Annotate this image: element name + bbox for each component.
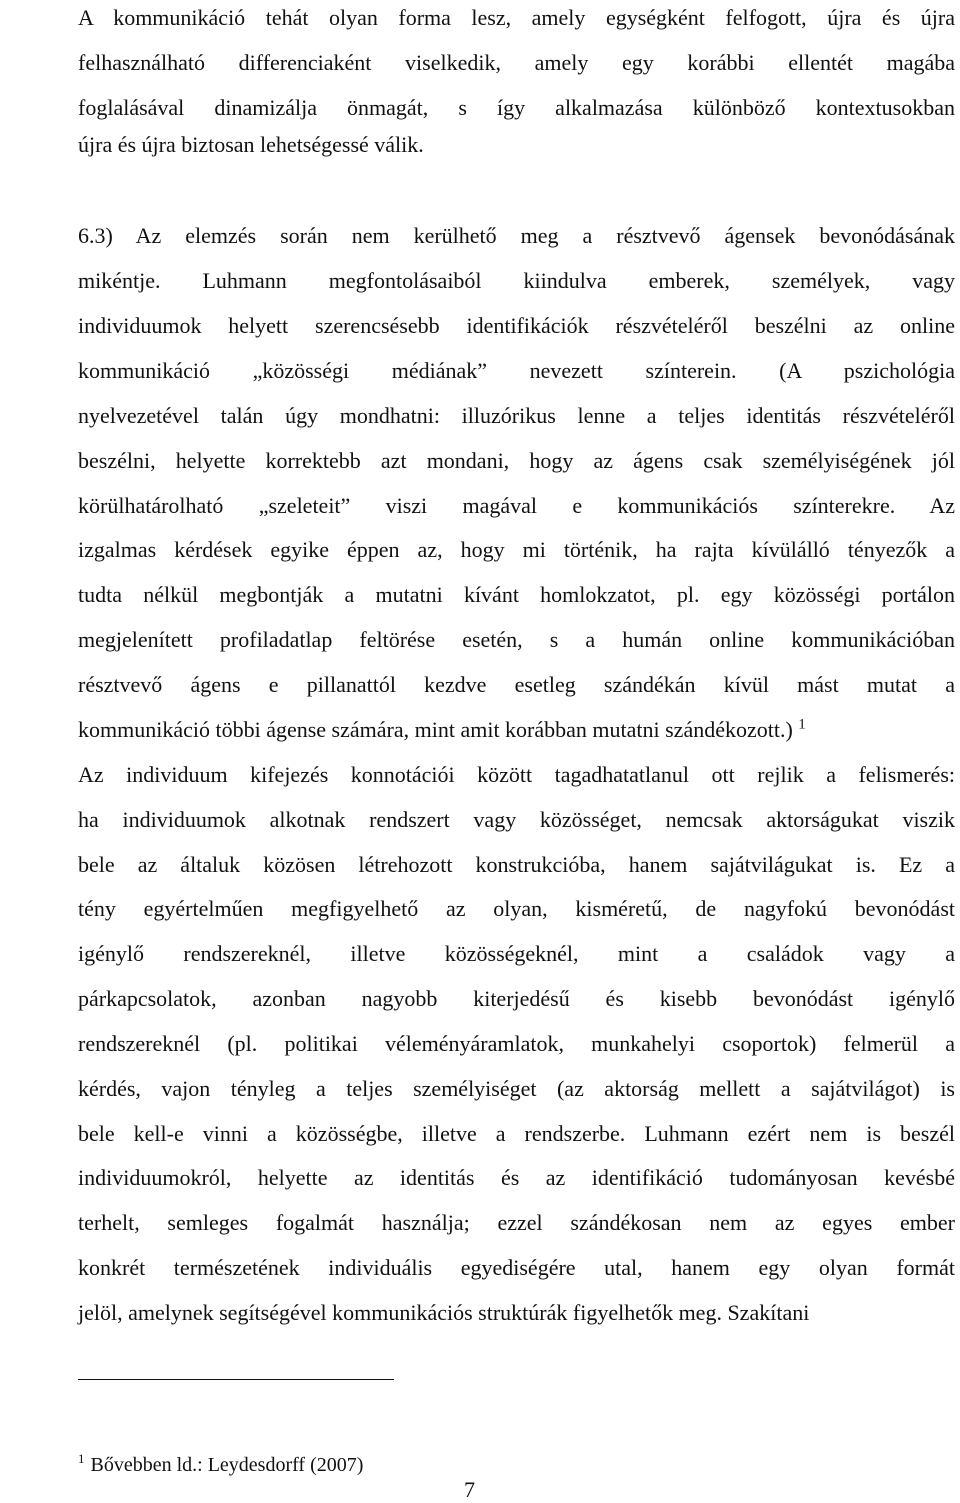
text-line-content: bele az általuk közösen létrehozott konstrukcióba, hanem sajátvilágukat is. Ez a bbox=[78, 852, 955, 877]
text-line-content: kérdés, vajon tényleg a teljes személyiséget (az aktorság mellett a sajátvilágot) is bbox=[78, 1076, 955, 1101]
text-line-content: kommunikáció „közösségi médiának” nevezett színterein. (A pszichológia bbox=[78, 358, 955, 383]
text-line-content: résztvevő ágens e pillanattól kezdve esetleg szándékán kívül mást mutat a bbox=[78, 672, 955, 697]
text-line bbox=[78, 1116, 955, 1152]
text-line bbox=[78, 1026, 955, 1062]
text-line bbox=[78, 532, 955, 568]
text-line-content: individuumok helyett szerencsésebb identifikációk részvételéről beszélni az online bbox=[78, 313, 955, 338]
text-line bbox=[78, 1071, 955, 1107]
text-line-content: beszélni, helyette korrektebb azt mondani, hogy az ágens csak személyiségének jól bbox=[78, 448, 955, 473]
text-line-content: ha individuumok alkotnak rendszert vagy közösséget, nemcsak aktorságukat viszik bbox=[78, 807, 955, 832]
text-line bbox=[78, 308, 955, 344]
text-line-content: izgalmas kérdések egyike éppen az, hogy mi történik, ha rajta kívülálló tényezők a bbox=[78, 537, 955, 562]
text-line bbox=[78, 891, 955, 927]
text-line bbox=[78, 577, 955, 613]
text-line-content: foglalásával dinamizálja önmagát, s így alkalmazása különböző kontextusokban bbox=[78, 95, 955, 120]
text-line-content: felhasználható differenciaként viselkedik, amely egy korábbi ellentét magába bbox=[78, 50, 955, 75]
text-line-content: 6.3) Az elemzés során nem kerülhető meg a résztvevő ágensek bevonódásának bbox=[78, 223, 955, 248]
footnote bbox=[78, 1452, 363, 1478]
text-line bbox=[78, 353, 955, 389]
text-line bbox=[78, 802, 955, 838]
text-line bbox=[78, 1160, 955, 1196]
text-line-content: jelöl, amelynek segítségével kommunikációs struktúrák figyelhetők meg. Szakítani bbox=[78, 1300, 810, 1325]
text-line bbox=[78, 936, 955, 972]
text-line-content: párkapcsolatok, azonban nagyobb kiterjedésű és kisebb bevonódást igénylő bbox=[78, 986, 955, 1011]
text-line-content: körülhatárolható „szeleteit” viszi magával e kommunikációs színterekre. Az bbox=[78, 493, 955, 518]
text-line-content: konkrét természetének individuális egyediségére utal, hanem egy olyan formát bbox=[78, 1255, 955, 1280]
text-line-content: kommunikáció többi ágense számára, mint amit korábban mutatni szándékozott.) bbox=[78, 717, 793, 742]
text-line bbox=[78, 398, 955, 434]
footnote-reference: 1 bbox=[798, 716, 806, 733]
text-line bbox=[78, 667, 955, 703]
text-line bbox=[78, 1205, 955, 1241]
page-number: 7 bbox=[464, 1477, 475, 1502]
text-line bbox=[78, 847, 955, 883]
text-line-content: mikéntje. Luhmann megfontolásaiból kiindulva emberek, személyek, vagy bbox=[78, 268, 955, 293]
text-line-content: individuumokról, helyette az identitás és az identifikáció tudományosan kevésbé bbox=[78, 1165, 955, 1190]
text-line bbox=[78, 712, 955, 748]
text-line-content: igénylő rendszereknél, illetve közösségeknél, mint a családok vagy a bbox=[78, 941, 955, 966]
text-line bbox=[78, 1295, 955, 1331]
text-line bbox=[78, 263, 955, 299]
text-line-content: A kommunikáció tehát olyan forma lesz, amely egységként felfogott, újra és újra bbox=[78, 5, 955, 30]
text-line bbox=[78, 0, 955, 36]
text-line bbox=[78, 1250, 955, 1286]
text-line-content: rendszereknél (pl. politikai véleményáramlatok, munkahelyi csoportok) felmerül a bbox=[78, 1031, 955, 1056]
text-line-content: Az individuum kifejezés konnotációi között tagadhatatlanul ott rejlik a felismerés: bbox=[78, 762, 955, 787]
footnote-text: Bővebben ld.: Leydesdorff (2007) bbox=[90, 1454, 364, 1476]
text-line-content: megjelenített profiladatlap feltörése esetén, s a humán online kommunikációban bbox=[78, 627, 955, 652]
footnote-mark: 1 bbox=[78, 1451, 85, 1467]
text-line bbox=[78, 981, 955, 1017]
text-line bbox=[78, 622, 955, 658]
text-line bbox=[78, 218, 955, 254]
text-line-content: tény egyértelműen megfigyelhető az olyan, kisméretű, de nagyfokú bevonódást bbox=[78, 896, 955, 921]
footnote-separator bbox=[78, 1379, 394, 1380]
text-line-content: terhelt, semleges fogalmát használja; ezzel szándékosan nem az egyes ember bbox=[78, 1210, 955, 1235]
text-line bbox=[78, 757, 955, 793]
text-line-content: nyelvezetével talán úgy mondhatni: illuzórikus lenne a teljes identitás részvételéről bbox=[78, 403, 955, 428]
text-line bbox=[78, 443, 955, 479]
text-line-content: újra és újra biztosan lehetségessé válik. bbox=[78, 132, 424, 157]
text-line bbox=[78, 45, 955, 81]
text-line bbox=[78, 488, 955, 524]
text-line-content: tudta nélkül megbontják a mutatni kívánt homlokzatot, pl. egy közösségi portálon bbox=[78, 582, 955, 607]
text-line bbox=[78, 90, 955, 126]
text-line-content: bele kell-e vinni a közösségbe, illetve a rendszerbe. Luhmann ezért nem is beszél bbox=[78, 1121, 955, 1146]
text-line bbox=[78, 127, 955, 163]
